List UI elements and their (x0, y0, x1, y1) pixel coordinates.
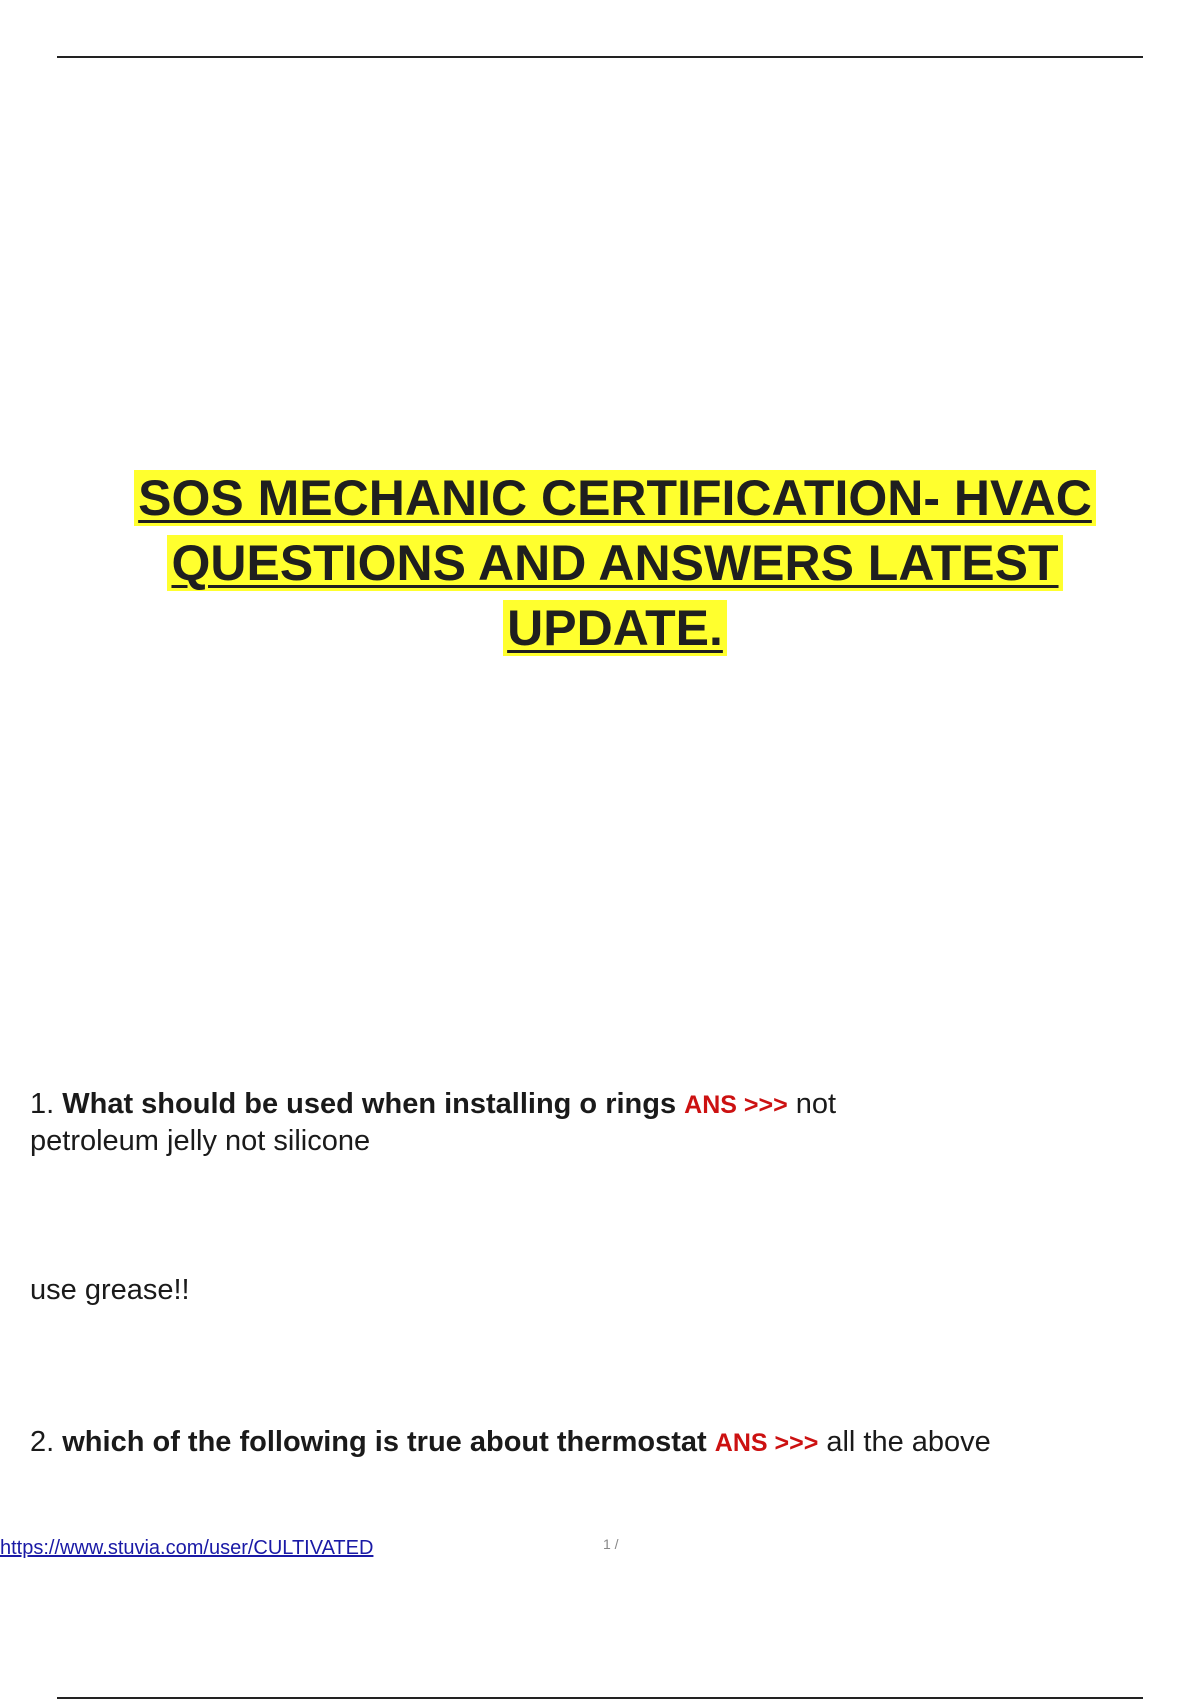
question-item-2 (30, 1424, 1150, 1461)
answer-label: ANS >>> (714, 1429, 819, 1457)
title-line-1: SOS MECHANIC CERTIFICATION- HVAC (134, 470, 1096, 526)
document-title (60, 466, 1170, 661)
bottom-rule (57, 1697, 1143, 1699)
answer-text: not (795, 1088, 837, 1120)
footer-source-link[interactable]: https://www.stuvia.com/user/CULTIVATED (0, 1537, 374, 1559)
question-number: 1. (30, 1088, 55, 1120)
page-number: 1 / (603, 1536, 619, 1552)
title-line-3: UPDATE. (503, 600, 727, 656)
answer-extra: use grease!! (30, 1274, 190, 1306)
answer-text: all the above (826, 1426, 991, 1458)
question-text: which of the following is true about thermostat (62, 1426, 707, 1458)
question-item-1 (30, 1086, 930, 1159)
title-line-2: QUESTIONS AND ANSWERS LATEST (167, 535, 1062, 591)
top-rule (57, 56, 1143, 58)
question-text: What should be used when installing o rings (62, 1088, 677, 1120)
answer-label: ANS >>> (684, 1091, 788, 1119)
question-number: 2. (30, 1426, 55, 1458)
answer-text-continued: petroleum jelly not silicone (30, 1125, 371, 1157)
